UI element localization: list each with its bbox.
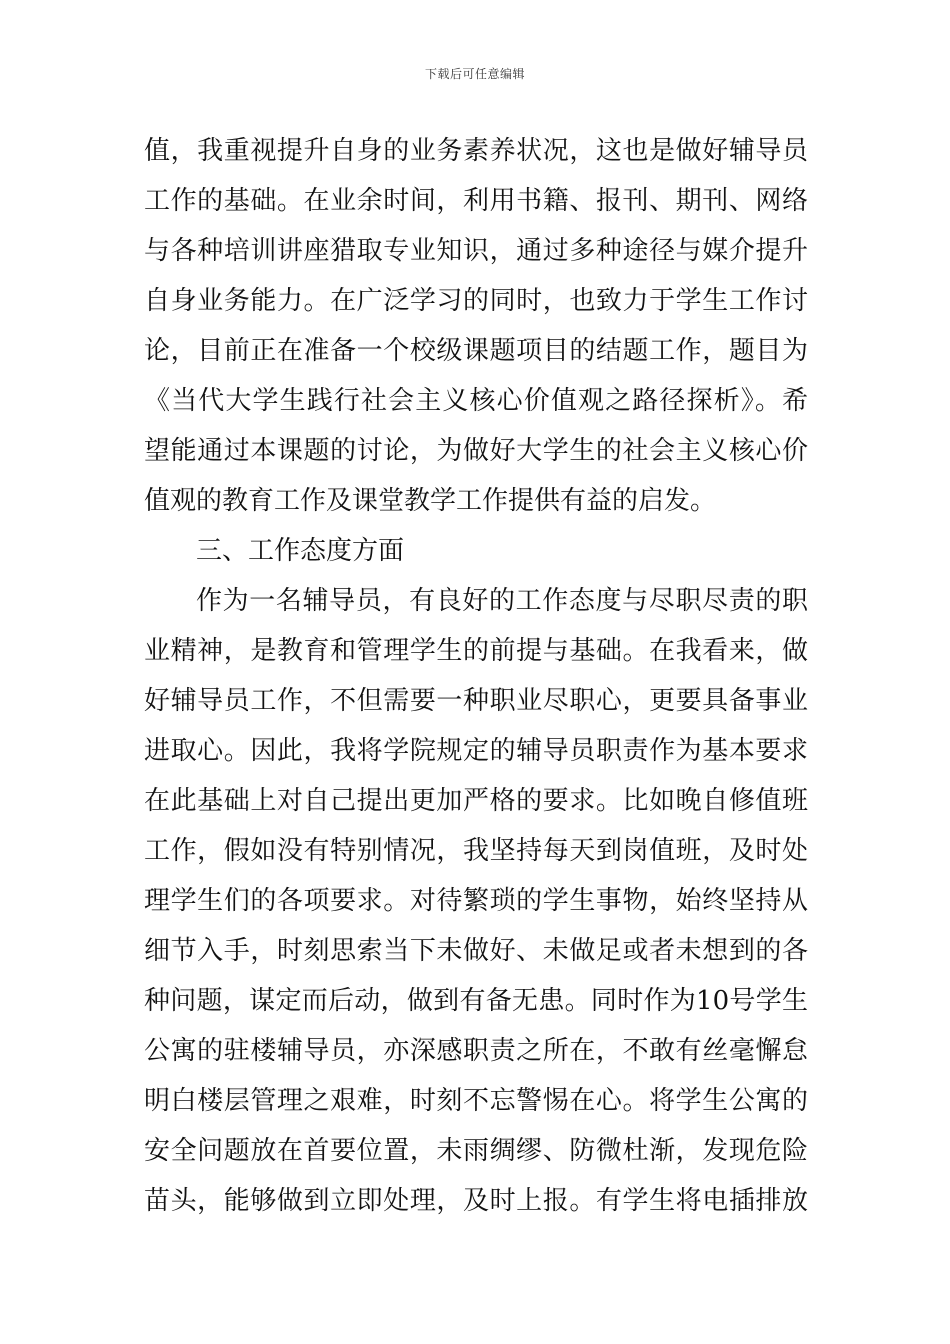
text-line: 种问题，谋定而后动，做到有备无患。同时作为10号学生 xyxy=(144,986,808,1016)
text-line: 明白楼层管理之艰难，时刻不忘警惕在心。将学生公寓的 xyxy=(144,1086,808,1116)
text-line: 苗头，能够做到立即处理，及时上报。有学生将电插排放 xyxy=(144,1186,808,1216)
text-line: 在此基础上对自己提出更加严格的要求。比如晚自修值班 xyxy=(144,786,808,816)
text-line: 细节入手，时刻思索当下未做好、未做足或者未想到的各 xyxy=(144,936,808,966)
text-line: 好辅导员工作，不但需要一种职业尽职心，更要具备事业 xyxy=(144,686,808,716)
section-heading: 三、工作态度方面 xyxy=(196,536,405,566)
text-line: 理学生们的各项要求。对待繁琐的学生事物，始终坚持从 xyxy=(144,886,808,916)
text-line: 进取心。因此，我将学院规定的辅导员职责作为基本要求 xyxy=(144,736,808,766)
text-line: 与各种培训讲座猎取专业知识，通过多种途径与媒介提升 xyxy=(144,236,808,266)
paragraph-first-line: 作为一名辅导员，有良好的工作态度与尽职尽责的职 xyxy=(196,586,808,616)
text-line: 自身业务能力。在广泛学习的同时，也致力于学生工作讨 xyxy=(144,286,808,316)
page-header: 下载后可任意编辑 xyxy=(424,67,525,81)
text-line: 值，我重视提升自身的业务素养状况，这也是做好辅导员 xyxy=(144,136,808,166)
text-line: 业精神，是教育和管理学生的前提与基础。在我看来，做 xyxy=(144,636,808,666)
text-line: 望能通过本课题的讨论，为做好大学生的社会主义核心价 xyxy=(144,436,808,466)
text-line: 《当代大学生践行社会主义核心价值观之路径探析》。希 xyxy=(144,386,808,416)
document-body xyxy=(144,126,808,1226)
text-line: 安全问题放在首要位置，未雨绸缪、防微杜渐，发现危险 xyxy=(144,1136,808,1166)
text-line: 论，目前正在准备一个校级课题项目的结题工作，题目为 xyxy=(144,336,808,366)
text-line: 工作的基础。在业余时间，利用书籍、报刊、期刊、网络 xyxy=(144,186,808,216)
text-line: 公寓的驻楼辅导员，亦深感职责之所在，不敢有丝毫懈怠 xyxy=(144,1036,808,1066)
text-line: 值观的教育工作及课堂教学工作提供有益的启发。 xyxy=(144,486,717,516)
text-line: 工作，假如没有特别情况，我坚持每天到岗值班，及时处 xyxy=(144,836,808,866)
